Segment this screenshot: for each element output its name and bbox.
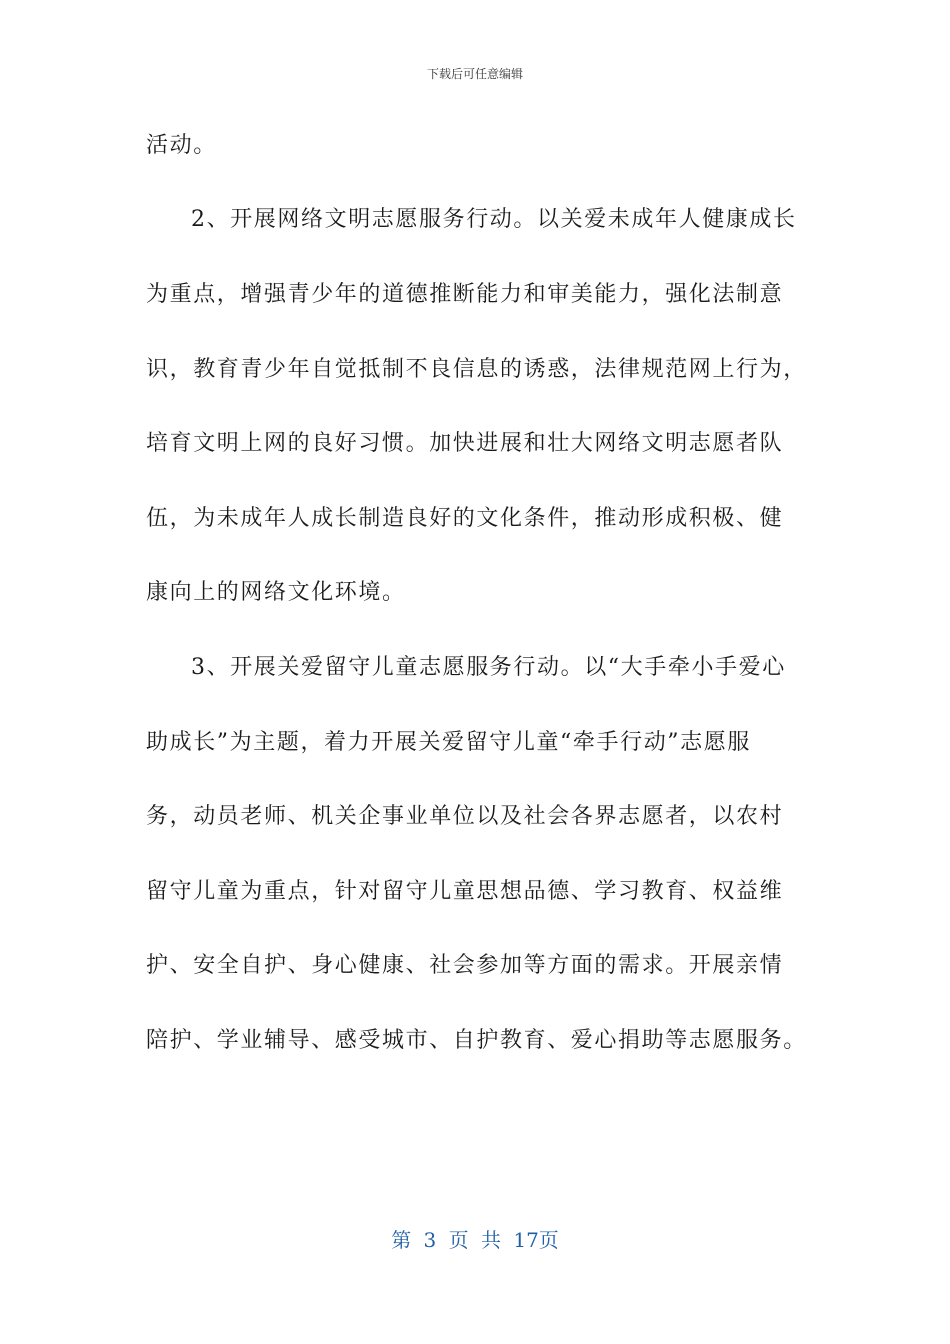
page-number: 第 3 页 共 17页	[391, 1228, 559, 1252]
body-line: 识，教育青少年自觉抵制不良信息的诱惑，法律规范网上行为，	[146, 357, 807, 382]
body-line: 活动。	[146, 133, 217, 158]
body-line: 伍，为未成年人成长制造良好的文化条件，推动形成积极、健	[146, 506, 784, 531]
body-line: 为重点，增强青少年的道德推断能力和审美能力，强化法制意	[146, 282, 784, 307]
body-line: 培育文明上网的良好习惯。加快进展和壮大网络文明志愿者队	[146, 431, 784, 456]
body-line: 2、开展网络文明志愿服务行动。以关爱未成年人健康成长	[191, 207, 797, 232]
body-line: 3、开展关爱留守儿童志愿服务行动。以“大手牵小手爱心	[191, 655, 786, 680]
body-line: 留守儿童为重点，针对留守儿童思想品德、学习教育、权益维	[146, 879, 784, 904]
body-line: 陪护、学业辅导、感受城市、自护教育、爱心捐助等志愿服务。	[146, 1028, 807, 1053]
body-line: 康向上的网络文化环境。	[146, 580, 406, 605]
body-line: 护、安全自护、身心健康、社会参加等方面的需求。开展亲情	[146, 953, 784, 978]
body-line: 务，动员老师、机关企事业单位以及社会各界志愿者，以农村	[146, 804, 784, 829]
page-header: 下载后可任意编辑	[426, 67, 523, 81]
body-line: 助成长”为主题，着力开展关爱留守儿童“牵手行动”志愿服	[146, 730, 751, 755]
